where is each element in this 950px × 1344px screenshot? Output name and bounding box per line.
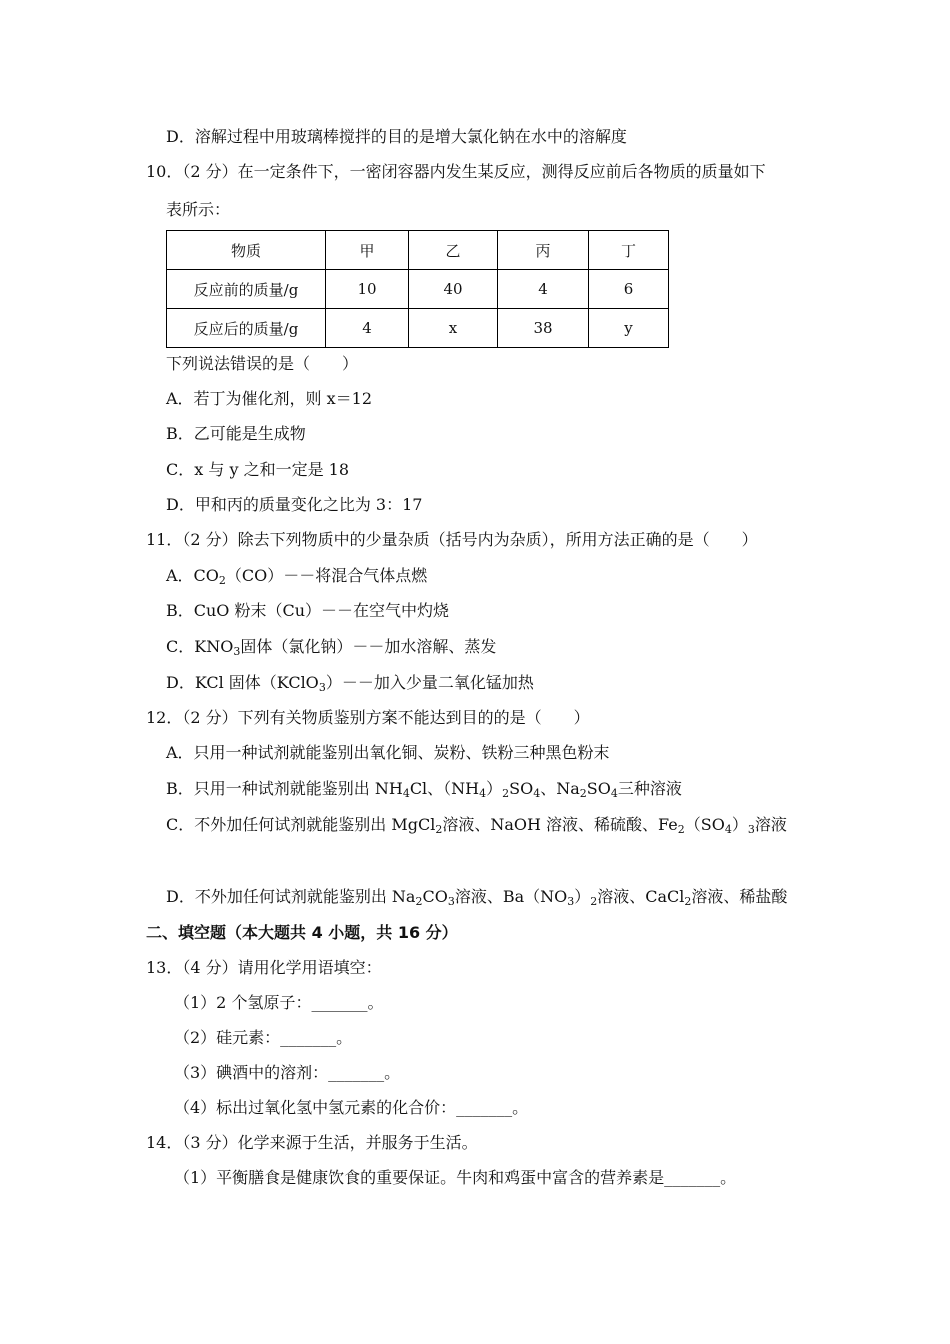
q11-option-d: D．KCl 固体（KClO$_3$）－－加入少量二氧化锰加热 bbox=[166, 673, 534, 694]
q14-stem: 14．（3 分）化学来源于生活，并服务于生活。 bbox=[146, 1133, 478, 1152]
mass-table bbox=[166, 230, 669, 348]
table-header-cell: 丁 bbox=[589, 231, 669, 270]
q13-stem: 13．（4 分）请用化学用语填空： bbox=[146, 958, 382, 977]
table-cell: 6 bbox=[589, 270, 669, 309]
table-cell: 4 bbox=[498, 270, 589, 309]
table-cell: 4 bbox=[326, 309, 409, 348]
q12-stem: 12．（2 分）下列有关物质鉴别方案不能达到目的的是（ ） bbox=[146, 708, 590, 727]
table-cell: 40 bbox=[409, 270, 498, 309]
q13-item-4: （4）标出过氧化氢中氢元素的化合价：_______。 bbox=[174, 1098, 529, 1117]
table-cell: 反应前的质量/g bbox=[167, 270, 326, 309]
table-header-row bbox=[167, 231, 669, 270]
q11-option-c: C．$KNO_3$固体（氯化钠）－－加水溶解、蒸发 bbox=[166, 637, 497, 658]
q13-item-3: （3）碘酒中的溶剂：_______。 bbox=[174, 1063, 401, 1082]
q10-option-b: B．乙可能是生成物 bbox=[166, 424, 306, 443]
table-header-cell: 物质 bbox=[167, 231, 326, 270]
section-heading: 二、填空题（本大题共 4 小题，共 16 分） bbox=[146, 923, 458, 942]
q13-item-2: （2）硅元素：_______。 bbox=[174, 1028, 353, 1047]
table-header-cell: 甲 bbox=[326, 231, 409, 270]
table-cell: 10 bbox=[326, 270, 409, 309]
table-row bbox=[167, 270, 669, 309]
q10-stem-line2: 表所示： bbox=[166, 200, 231, 219]
q12-option-c: C．不外加任何试剂就能鉴别出 MgCl$_2$溶液、NaOH 溶液、稀硫酸、$Fe_2(SO_4)_3$溶液 bbox=[166, 815, 787, 836]
table-cell: 反应后的质量/g bbox=[167, 309, 326, 348]
q11-stem: 11．（2 分）除去下列物质中的少量杂质（括号内为杂质），所用方法正确的是（ ） bbox=[146, 530, 758, 549]
table-header-cell: 丙 bbox=[498, 231, 589, 270]
q11-option-a: A．$CO_2(CO)--$将混合气体点燃 bbox=[166, 566, 428, 587]
q9-option-d: D．溶解过程中用玻璃棒搅拌的目的是增大氯化钠在水中的溶解度 bbox=[166, 127, 627, 146]
q12-option-d: D．不外加任何试剂就能鉴别出 $Na_2CO_3$溶液、$Ba(NO_3)_2$溶液、CaCl$_2$溶液、稀盐酸 bbox=[166, 887, 788, 908]
q11-option-b: B．CuO 粉末（Cu）－－在空气中灼烧 bbox=[166, 601, 450, 620]
q10-option-c: C．x 与 y 之和一定是 18 bbox=[166, 460, 350, 479]
q12-option-b: B．只用一种试剂就能鉴别出 $NH_4Cl$、$(NH_4)_2SO_4$、$Na_2SO_4$三种溶液 bbox=[166, 779, 682, 800]
q10-option-a: A．若丁为催化剂，则 x＝12 bbox=[166, 389, 373, 408]
table-cell: x bbox=[409, 309, 498, 348]
q14-item-1: （1）平衡膳食是健康饮食的重要保证。牛肉和鸡蛋中富含的营养素是_______。 bbox=[174, 1168, 737, 1187]
q13-item-1: （1）2 个氢原子：_______。 bbox=[174, 993, 384, 1012]
table-header-cell: 乙 bbox=[409, 231, 498, 270]
q10-option-d: D．甲和丙的质量变化之比为 3：17 bbox=[166, 495, 423, 514]
table-cell: 38 bbox=[498, 309, 589, 348]
q12-option-a: A．只用一种试剂就能鉴别出氧化铜、炭粉、铁粉三种黑色粉末 bbox=[166, 743, 610, 762]
table-row bbox=[167, 309, 669, 348]
q10-stem-line1: 10．（2 分）在一定条件下，一密闭容器内发生某反应，测得反应前后各物质的质量如下 bbox=[146, 162, 766, 181]
q10-question: 下列说法错误的是（ ） bbox=[166, 354, 359, 373]
table-cell: y bbox=[589, 309, 669, 348]
